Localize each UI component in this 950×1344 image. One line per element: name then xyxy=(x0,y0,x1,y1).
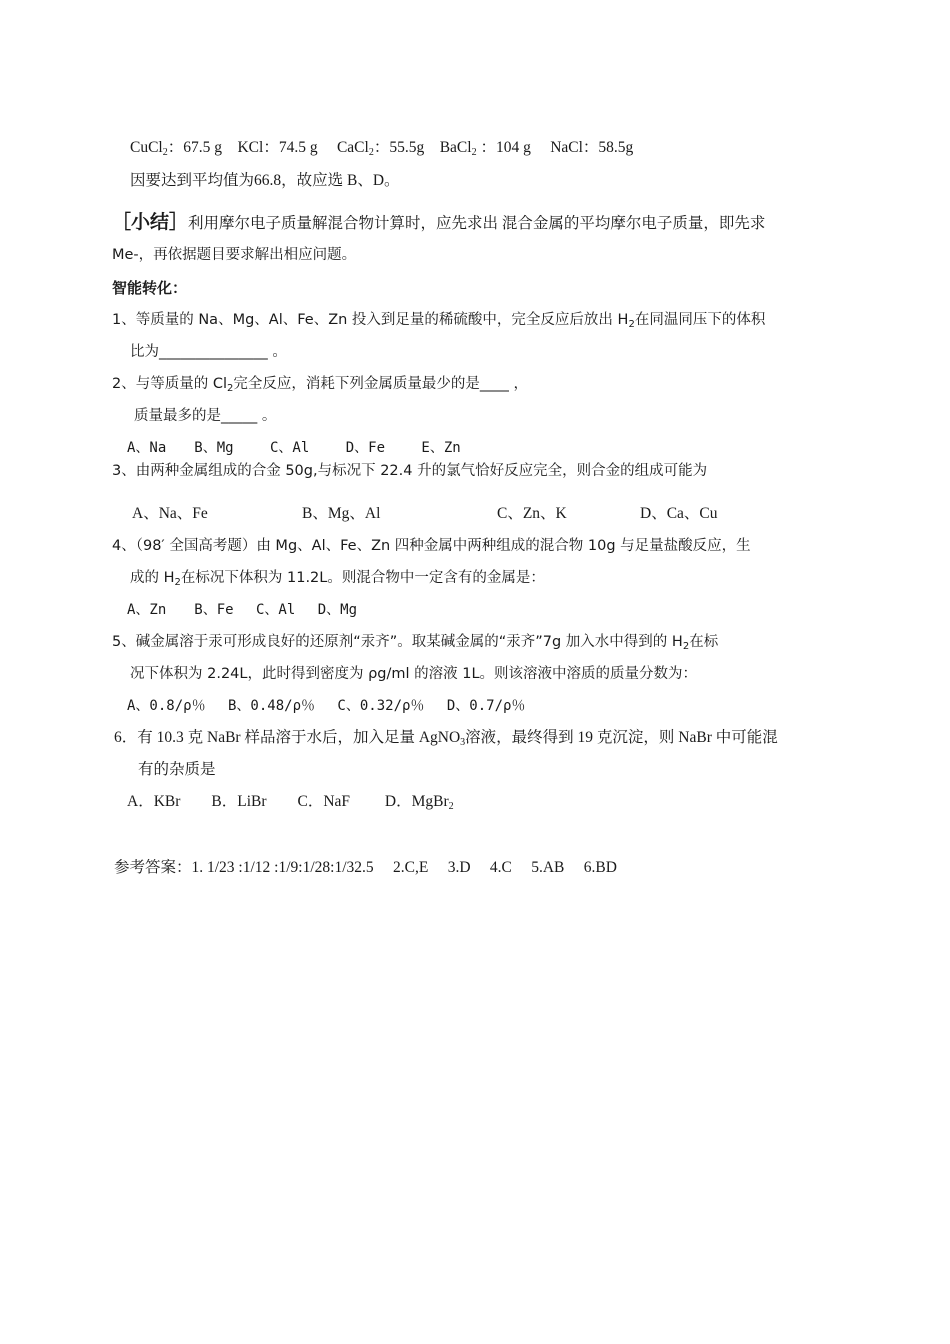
question-1-cont: 比为_______________ 。 xyxy=(130,344,287,360)
question-3: 3、由两种金属组成的合金 50g,与标况下 22.4 升的氯气恰好反应完全，则合金的组成可能为 xyxy=(112,463,708,479)
summary-line-2: Me-，再依据题目要求解出相应问题。 xyxy=(112,247,357,263)
question-6-options: A．KBr B．LiBr C．NaF D．MgBr$_2$ xyxy=(127,793,454,812)
question-4: 4、（98′ 全国高考题）由 Mg、Al、Fe、Zn 四种金属中两种组成的混合物 10g 与足量盐酸反应，生 xyxy=(112,538,751,554)
summary-line-1: ［小结］利用摩尔电子质量解混合物计算时，应先求出 混合金属的平均摩尔电子质量，即先求 xyxy=(112,211,766,233)
section-heading: 智能转化： xyxy=(112,279,188,297)
option-c: C、Zn、K xyxy=(497,505,567,522)
question-5-cont: 况下体积为 2.24L，此时得到密度为 ρg/ml 的溶液 1L。则该溶液中溶质的质量分数为： xyxy=(130,666,698,682)
question-2-cont: 质量最多的是_____ 。 xyxy=(134,408,277,424)
summary-title: ［小结］ xyxy=(112,211,189,233)
question-2-options: A、Na B、Mg C、Al D、Fe E、Zn xyxy=(127,440,461,456)
option-d: D、Ca、Cu xyxy=(640,505,718,522)
question-6-cont: 有的杂质是 xyxy=(138,761,216,778)
question-6: 6．有 10.3 克 NaBr 样品溶于水后，加入足量 AgNO$_3$溶液，最终得到 19 克沉淀，则 NaBr 中可能混 xyxy=(114,729,778,748)
molar-mass-line: CuCl$_2$：67.5 g KCl：74.5 g CaCl$_2$：55.5g BaCl$_2$ ：104 g NaCl：58.5g xyxy=(130,139,634,158)
option-a: A、Na、Fe xyxy=(132,505,208,522)
answer-key: 参考答案：1. 1/23 :1/12 :1/9:1/28:1/32.5 2.C,E 3.D 4.C 5.AB 6.BD xyxy=(114,859,617,876)
question-5-options: A、0.8/ρ％ B、0.48/ρ％ C、0.32/ρ％ D、0.7/ρ％ xyxy=(127,698,526,714)
conclusion-line: 因要达到平均值为66.8，故应选 B、D。 xyxy=(130,172,400,189)
question-1: 1、等质量的 Na、Mg、Al、Fe、Zn 投入到足量的稀硫酸中，完全反应后放出 $H_2$在同温同压下的体积 xyxy=(112,312,766,330)
question-4-options: A、Zn B、Fe C、Al D、Mg xyxy=(127,602,358,618)
question-5: 5、碱金属溶于汞可形成良好的还原剂“汞齐”。取某碱金属的“汞齐”7g 加入水中得到的 $H_2$在标 xyxy=(112,634,719,652)
question-4-cont: 成的 $H_2$在标况下体积为 11.2L。则混合物中一定含有的金属是： xyxy=(130,570,545,588)
question-2: 2、与等质量的 $Cl_2$完全反应，消耗下列金属质量最少的是____ ， xyxy=(112,376,528,394)
option-b: B、Mg、Al xyxy=(302,505,381,522)
